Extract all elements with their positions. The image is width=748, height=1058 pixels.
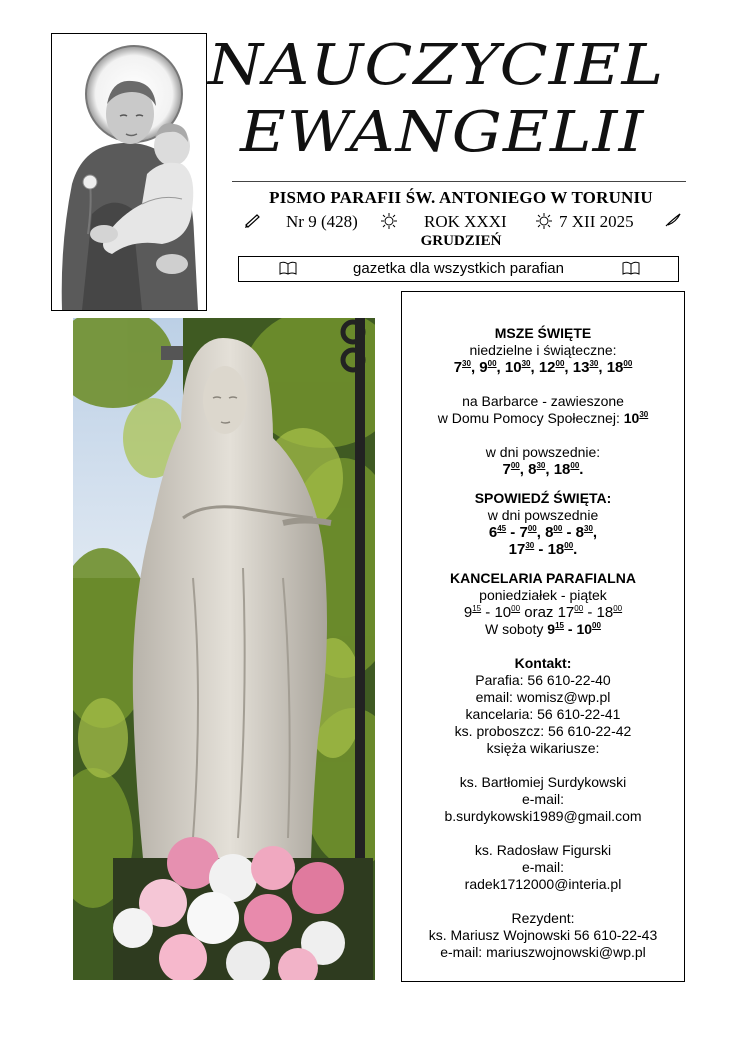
confession-time: $17^{30}$ <box>508 541 535 558</box>
quill-icon <box>664 212 682 233</box>
confession-time: $18^{00}$ <box>547 541 574 558</box>
saint-anthony-portrait <box>51 33 207 311</box>
office-time: $17^{00}$ <box>557 604 584 621</box>
dps-label: w Domu Pomocy Społecznej: <box>437 410 620 426</box>
mass-time: $7^{30}$ <box>453 359 471 376</box>
saturday-time-value: $10^{00}$ <box>576 621 601 637</box>
vicar1-name: ks. Bartłomiej Surdykowski <box>459 774 627 790</box>
issue-date: 7 XII 2025 <box>559 212 634 231</box>
masthead-divider <box>232 181 686 182</box>
weekday-time: $7^{00}$ <box>502 461 520 478</box>
saturday-time: $9^{15} - 10^{00}$ <box>547 621 601 637</box>
contact-line: ks. proboszcz: 56 610-22-42 <box>454 723 632 739</box>
tagline-box <box>238 256 679 282</box>
dps-time <box>624 410 648 426</box>
office-days: poniedziałek - piątek <box>479 587 607 603</box>
mass-time: $12^{00}$ <box>538 359 565 376</box>
saturday-time-value: $9^{15}$ <box>547 621 564 637</box>
pencil-icon <box>244 212 262 233</box>
office-hours: $9^{15} - 10^{00}$ oraz $17^{00} - 18^{00}$ <box>463 604 623 621</box>
mass-time: $9^{00}$ <box>479 359 497 376</box>
masthead-title-line1: NAUCZYCIEL <box>208 33 665 98</box>
contact-line: email: womisz@wp.pl <box>475 689 611 705</box>
issue-row <box>236 212 686 234</box>
weekday-mass-times: $7^{00}$, $8^{30}$, $18^{00}$. <box>502 461 584 478</box>
contact-heading: Kontakt: <box>514 655 572 671</box>
vicar2-email-label: e-mail: <box>521 859 564 875</box>
barbarka-note: na Barbarce - zawieszone <box>462 393 624 409</box>
parish-name: PISMO PARAFII ŚW. ANTONIEGO W TORUNIU <box>269 188 653 207</box>
vicar2-email[interactable]: radek1712000@interia.pl <box>464 876 622 892</box>
dps-mass <box>402 410 684 427</box>
resident-line: ks. Mariusz Wojnowski 56 610-22-43 <box>428 927 658 943</box>
parish-info-box <box>401 291 685 982</box>
office-time: $18^{00}$ <box>596 604 623 621</box>
sunday-mass-times: $7^{30}$, $9^{00}$, $10^{30}$, $12^{00}$, $13^{30}$, $18^{00}$ <box>453 359 633 376</box>
masses-subheading: niedzielne i świąteczne: <box>469 342 617 358</box>
confession-subheading: w dni powszednie <box>487 507 599 523</box>
confession-time: $8^{00}$ <box>545 524 563 541</box>
book-icon <box>622 261 640 275</box>
confession-time: $8^{30}$ <box>575 524 593 541</box>
issue-year: ROK XXXI <box>424 212 507 231</box>
contact-line: Parafia: 56 610-22-40 <box>475 672 611 688</box>
saturday-label: W soboty <box>485 621 544 637</box>
resident-email[interactable]: e-mail: mariuszwojnowski@wp.pl <box>440 944 646 960</box>
masses-heading: MSZE ŚWIĘTE <box>494 325 592 341</box>
madonna-statue-image <box>73 318 375 980</box>
weekdays-label: w dni powszednie: <box>485 444 601 460</box>
saint-anthony-image <box>52 34 206 310</box>
resident-heading: Rezydent: <box>511 910 575 926</box>
confession-times-2: $17^{30} - 18^{00}$. <box>508 541 578 558</box>
confession-time: $6^{45}$ <box>488 524 507 541</box>
office-heading: KANCELARIA PARAFIALNA <box>450 570 636 586</box>
vicar1-email-label: e-mail: <box>521 791 564 807</box>
mass-time: $13^{30}$ <box>572 359 599 376</box>
weekday-time: $18^{00}$ <box>553 461 580 478</box>
vicar1-email[interactable]: b.surdykowski1989@gmail.com <box>444 808 642 824</box>
masthead-title-line2: EWANGELII <box>240 100 645 165</box>
office-time: $9^{15}$ <box>463 604 482 621</box>
madonna-statue-photo <box>73 318 375 980</box>
sun-icon <box>381 213 397 234</box>
confession-heading: SPOWIEDŹ ŚWIĘTA: <box>474 490 612 506</box>
issue-month: GRUDZIEŃ <box>420 233 502 249</box>
saturday-hours <box>402 621 684 638</box>
confession-time: $7^{00}$ <box>519 524 537 541</box>
tagline: gazetka dla wszystkich parafian <box>353 260 564 277</box>
office-time: $10^{00}$ <box>494 604 521 621</box>
dps-time-value: $10^{30}$ <box>623 410 649 426</box>
sun-icon <box>536 213 552 234</box>
contact-line: księża wikariusze: <box>486 740 600 756</box>
contact-line: kancelaria: 56 610-22-41 <box>465 706 621 722</box>
mass-time: $18^{00}$ <box>606 359 633 376</box>
mass-time: $10^{30}$ <box>504 359 531 376</box>
issue-number: Nr 9 (428) <box>286 212 358 231</box>
confession-times-1: $6^{45} - 7^{00}$, $8^{00} - 8^{30}$, <box>488 524 598 541</box>
weekday-time: $8^{30}$ <box>528 461 546 478</box>
vicar2-name: ks. Radosław Figurski <box>474 842 612 858</box>
